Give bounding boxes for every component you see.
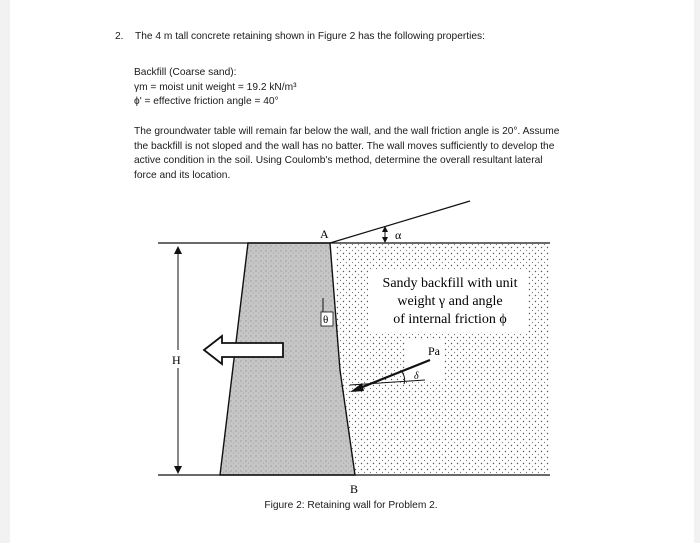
- theta-label: θ: [323, 314, 329, 326]
- height-arrowhead-bottom: [174, 466, 182, 474]
- backfill-heading: Backfill (Coarse sand):: [134, 67, 237, 78]
- paragraph-line: force and its location.: [134, 169, 231, 181]
- backfill-properties: [134, 66, 297, 110]
- alpha-label: α: [395, 228, 402, 242]
- page-right-margin: [694, 0, 700, 543]
- problem-intro: The 4 m tall concrete retaining shown in Figure 2 has the following properties:: [135, 31, 485, 42]
- backfill-description-line: of internal friction ϕ: [393, 312, 507, 327]
- pa-label: Pa: [428, 344, 440, 358]
- friction-angle-line: ϕ' = effective friction angle = 40°: [134, 96, 279, 107]
- problem-number: 2.: [115, 31, 124, 42]
- backfill-description-line: Sandy backfill with unit: [382, 276, 518, 291]
- figure-caption: [0, 500, 700, 511]
- point-b-label: B: [350, 482, 359, 495]
- retaining-wall: [220, 243, 355, 475]
- paragraph-line: The groundwater table will remain far below the wall, and the wall friction angle is 20°. Assume: [134, 126, 560, 137]
- delta-label: δ: [414, 371, 419, 382]
- paragraph-line: the backfill is not sloped and the wall has no batter. The wall moves sufficiently to develop the: [134, 140, 555, 152]
- problem-paragraph: [134, 125, 610, 183]
- figure-caption-text: Figure 2: Retaining wall for Problem 2.: [264, 500, 438, 511]
- page-left-margin: [0, 0, 10, 543]
- height-arrowhead-top: [174, 246, 182, 254]
- point-a-label: A: [320, 227, 329, 241]
- unit-weight-line: γm = moist unit weight = 19.2 kN/m³: [134, 81, 297, 93]
- alpha-arrowhead-down: [382, 237, 388, 243]
- paragraph-line: active condition in the soil. Using Coulomb's method, determine the overall resultant lateral: [134, 155, 543, 167]
- height-label: H: [172, 353, 181, 367]
- retaining-wall-figure: [150, 195, 560, 495]
- backfill-description-line: weight γ and angle: [397, 294, 503, 309]
